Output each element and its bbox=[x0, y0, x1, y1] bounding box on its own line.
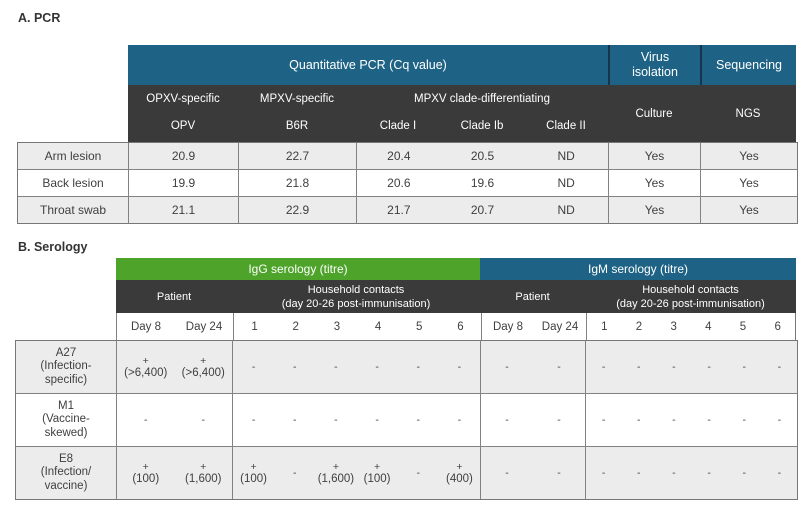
serology-cell: - bbox=[144, 414, 148, 426]
serology-cell: - bbox=[416, 414, 420, 426]
serology-cell: - bbox=[672, 467, 676, 479]
serology-cell: - bbox=[334, 414, 338, 426]
serology-cell: - bbox=[707, 361, 711, 373]
serology-row-e8 bbox=[16, 446, 797, 499]
igm-contacts-line1: Household contacts bbox=[642, 283, 739, 296]
serology-cell: + (100) bbox=[240, 460, 267, 485]
pcr-table-body bbox=[17, 142, 798, 224]
igg-contact-cells bbox=[232, 341, 480, 393]
serology-cell: - bbox=[375, 414, 379, 426]
clade-values bbox=[356, 170, 608, 196]
serology-cell: - bbox=[557, 414, 561, 426]
igg-day8-col: Day 8 bbox=[130, 320, 162, 333]
virus-isolation-header-cell bbox=[608, 45, 700, 85]
igm-patient-cells bbox=[480, 394, 585, 446]
pcr-row-back-lesion bbox=[18, 169, 797, 196]
clade-ii-value: ND bbox=[557, 203, 575, 217]
igm-patient-group-cell bbox=[480, 280, 585, 313]
serology-cell: + (100) bbox=[132, 460, 160, 485]
qpcr-header-cell: Quantitative PCR (Cq value) bbox=[128, 45, 608, 85]
contact-col-3: 3 bbox=[333, 320, 341, 333]
opv-value: 21.1 bbox=[128, 197, 238, 223]
serology-cell: - bbox=[557, 361, 561, 373]
contact-col-2: 2 bbox=[292, 320, 299, 333]
serology-cell: - bbox=[601, 467, 606, 479]
igm-day-cols bbox=[481, 313, 586, 340]
clade-i-value: 20.4 bbox=[387, 149, 411, 163]
clade-ii-value: ND bbox=[557, 149, 575, 163]
row-label bbox=[16, 447, 116, 499]
igm-patient-label: Patient bbox=[515, 290, 550, 303]
row-label-line1: A27 bbox=[55, 346, 77, 359]
igg-patient-cells bbox=[116, 447, 232, 499]
contact-col-5: 5 bbox=[416, 320, 423, 333]
clade-ii-label: Clade II bbox=[546, 120, 586, 132]
mpxv-group-label: MPXV-specific bbox=[259, 93, 335, 105]
igg-contact-cells bbox=[232, 394, 480, 446]
row-label: Throat swab bbox=[39, 203, 107, 217]
culture-header-cell: Culture bbox=[635, 107, 673, 120]
igm-day24-col: Day 24 bbox=[541, 320, 579, 333]
igm-contact-cells bbox=[585, 341, 797, 393]
serology-cell: - bbox=[636, 467, 641, 479]
serology-cell: - bbox=[777, 361, 782, 373]
clade-group-label: MPXV clade-differentiating bbox=[414, 93, 550, 105]
serology-cell: - bbox=[457, 361, 462, 373]
clade-values bbox=[356, 143, 608, 169]
pcr-header-row-2 bbox=[128, 85, 796, 142]
igg-contacts-line1: Household contacts bbox=[307, 283, 405, 296]
igg-contacts-line2: (day 20-26 post-immunisation) bbox=[281, 297, 431, 310]
contact-col-2: 2 bbox=[635, 320, 643, 333]
serology-colored-header bbox=[116, 258, 796, 280]
opv-value: 20.9 bbox=[128, 143, 238, 169]
ngs-value: Yes bbox=[700, 197, 797, 223]
igm-header-cell: IgM serology (titre) bbox=[480, 258, 796, 280]
igg-contacts-group-cell bbox=[232, 280, 480, 313]
row-label bbox=[16, 394, 116, 446]
serology-cell: - bbox=[416, 467, 420, 479]
contact-col-1: 1 bbox=[601, 320, 608, 333]
serology-cell: - bbox=[601, 361, 606, 373]
row-label bbox=[16, 341, 116, 393]
serology-cell: - bbox=[636, 361, 641, 373]
serology-cell: - bbox=[416, 361, 420, 373]
contact-col-4: 4 bbox=[705, 320, 712, 333]
clade-ii-value: ND bbox=[557, 176, 575, 190]
serology-cell: + (100) bbox=[363, 460, 391, 485]
clade-group-cell bbox=[356, 85, 608, 142]
igg-patient-cells bbox=[116, 341, 232, 393]
clade-values bbox=[356, 197, 608, 223]
serology-cell: - bbox=[334, 361, 338, 373]
igg-patient-cells bbox=[116, 394, 232, 446]
b6r-value: 21.8 bbox=[238, 170, 356, 196]
igm-contacts-line2: (day 20-26 post-immunisation) bbox=[616, 297, 765, 310]
row-label-line1: M1 bbox=[58, 399, 74, 412]
culture-value: Yes bbox=[608, 197, 700, 223]
serology-cell: - bbox=[742, 414, 746, 426]
serology-cell: - bbox=[672, 361, 676, 373]
igg-day-cols bbox=[117, 313, 233, 340]
row-label-line3: specific) bbox=[44, 373, 88, 386]
serology-cell: + (1,600) bbox=[317, 460, 355, 485]
panel-b-title: B. Serology bbox=[18, 240, 88, 254]
pcr-row-arm-lesion bbox=[18, 143, 797, 169]
row-label-line3: skewed) bbox=[44, 426, 88, 439]
clade-i-label: Clade I bbox=[379, 120, 417, 132]
opxv-group-cell bbox=[128, 85, 238, 142]
serology-cell: - bbox=[201, 414, 205, 426]
serology-cell: - bbox=[601, 414, 606, 426]
virus-isolation-label: Virus isolation bbox=[632, 50, 678, 79]
serology-cell: - bbox=[777, 414, 782, 426]
serology-cell: + (>6,400) bbox=[181, 354, 225, 379]
serology-row-a27 bbox=[16, 341, 797, 393]
igm-patient-cells bbox=[480, 447, 585, 499]
row-label-line2: (Infection/ bbox=[40, 466, 92, 479]
clade-ib-label: Clade Ib bbox=[460, 120, 504, 132]
pcr-header-row-1 bbox=[128, 45, 796, 85]
culture-value: Yes bbox=[608, 170, 700, 196]
row-label-line2: (Vaccine- bbox=[42, 413, 90, 426]
b6r-value: 22.9 bbox=[238, 197, 356, 223]
sequencing-header-cell: Sequencing bbox=[700, 45, 796, 85]
clade-ib-value: 19.6 bbox=[470, 176, 495, 190]
igg-patient-group-cell bbox=[116, 280, 232, 313]
contact-col-1: 1 bbox=[251, 320, 258, 333]
serology-cell: - bbox=[707, 414, 711, 426]
serology-cell: - bbox=[292, 361, 297, 373]
contact-col-4: 4 bbox=[374, 320, 382, 333]
igm-contacts-group-cell bbox=[585, 280, 796, 313]
opxv-group-label: OPXV-specific bbox=[146, 93, 220, 105]
serology-row-m1 bbox=[16, 393, 797, 446]
serology-cell: - bbox=[636, 414, 641, 426]
igg-day24-col: Day 24 bbox=[185, 320, 223, 333]
igg-header-cell: IgG serology (titre) bbox=[116, 258, 480, 280]
serology-cell: - bbox=[457, 414, 462, 426]
row-label: Back lesion bbox=[42, 176, 104, 190]
serology-cell: - bbox=[505, 414, 509, 426]
igm-contact-cols bbox=[586, 313, 795, 340]
serology-cell: - bbox=[557, 467, 561, 479]
serology-cell: - bbox=[505, 467, 509, 479]
serology-table-body bbox=[15, 340, 798, 500]
igm-patient-cells bbox=[480, 341, 585, 393]
serology-cell: - bbox=[251, 361, 256, 373]
clade-subcols bbox=[356, 120, 608, 132]
serology-cell: - bbox=[742, 467, 746, 479]
clade-ib-value: 20.5 bbox=[470, 149, 495, 163]
contact-col-5: 5 bbox=[739, 320, 747, 333]
serology-cell: + (>6,400) bbox=[124, 354, 168, 379]
ngs-value: Yes bbox=[700, 143, 797, 169]
mpxv-group-cell bbox=[238, 85, 356, 142]
b6r-subcol-label: B6R bbox=[285, 120, 309, 132]
row-label-line2: (Infection- bbox=[40, 360, 92, 373]
contact-col-6: 6 bbox=[457, 320, 464, 333]
serology-cell: - bbox=[777, 467, 782, 479]
ngs-value: Yes bbox=[700, 170, 797, 196]
clade-i-value: 21.7 bbox=[387, 203, 411, 217]
contact-col-6: 6 bbox=[774, 320, 781, 333]
serology-cell: - bbox=[292, 414, 297, 426]
serology-cell: + (1,600) bbox=[185, 460, 222, 485]
igm-contact-cells bbox=[585, 394, 797, 446]
igm-day8-col: Day 8 bbox=[492, 320, 524, 333]
serology-cell: - bbox=[251, 414, 256, 426]
serology-cell: - bbox=[292, 467, 297, 479]
igg-contact-cells bbox=[232, 447, 480, 499]
row-label: Arm lesion bbox=[44, 149, 102, 163]
serology-cell: - bbox=[742, 361, 746, 373]
igg-patient-label: Patient bbox=[156, 290, 192, 303]
clade-i-value: 20.6 bbox=[387, 176, 411, 190]
igg-contact-cols bbox=[233, 313, 481, 340]
b6r-value: 22.7 bbox=[238, 143, 356, 169]
row-label-line1: E8 bbox=[58, 452, 74, 465]
serology-cell: + (400) bbox=[445, 460, 473, 485]
culture-value: Yes bbox=[608, 143, 700, 169]
serology-cell: - bbox=[707, 467, 711, 479]
serology-group-header bbox=[116, 280, 796, 313]
serology-cell: - bbox=[672, 414, 676, 426]
row-label-line3: vaccine) bbox=[44, 479, 88, 492]
contact-col-3: 3 bbox=[670, 320, 677, 333]
serology-cell: - bbox=[375, 361, 379, 373]
ngs-header-cell: NGS bbox=[735, 107, 761, 120]
pcr-table-header bbox=[128, 45, 796, 142]
panel-a-title: A. PCR bbox=[18, 11, 61, 25]
pcr-row-throat-swab bbox=[18, 196, 797, 223]
serology-cell: - bbox=[505, 361, 509, 373]
clade-ib-value: 20.7 bbox=[470, 203, 495, 217]
serology-subheader bbox=[116, 313, 796, 340]
opv-subcol-label: OPV bbox=[170, 120, 196, 132]
igm-contact-cells bbox=[585, 447, 797, 499]
opv-value: 19.9 bbox=[128, 170, 238, 196]
